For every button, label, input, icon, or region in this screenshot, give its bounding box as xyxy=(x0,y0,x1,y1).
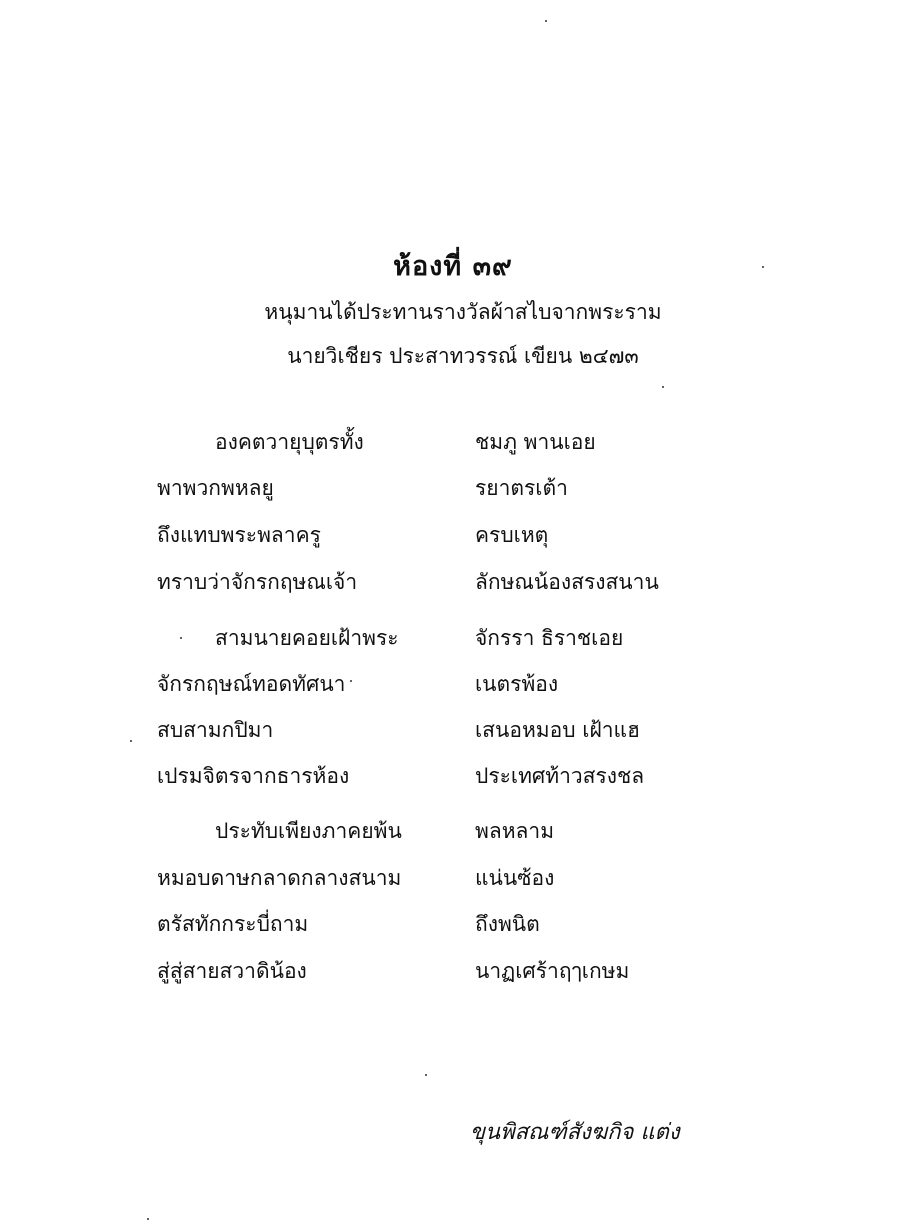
verse-line-left: สบสามกปิมา xyxy=(157,718,274,742)
verse-line-right: จักรรา ธิราชเอย xyxy=(475,626,624,650)
page-subtitle: หนุมานได้ประทานรางวัลผ้าสไบจากพระราม xyxy=(264,300,662,324)
verse-line-left: ถึงแทบพระพลาครู xyxy=(157,523,321,547)
verse-line-left: องคตวายุบุตรทั้ง xyxy=(215,430,364,454)
verse-line-right: เสนอหมอบ เฝ้าแฮ xyxy=(475,718,640,742)
verse-line-left: สามนายคอยเฝ้าพระ xyxy=(215,626,399,650)
scan-speck xyxy=(130,740,132,742)
verse-line-right: พลหลาม xyxy=(475,819,555,843)
verse-line-right: ชมภู พานเอย xyxy=(475,430,596,454)
scan-speck xyxy=(545,20,547,22)
scan-speck xyxy=(180,637,182,639)
verse-line-right: นาฏเศร้าฤๅเกษม xyxy=(475,959,630,983)
verse-line-right: เนตรพ้อง xyxy=(475,672,559,696)
verse-line-right: แน่นซ้อง xyxy=(475,866,555,890)
author-credit: นายวิเชียร ประสาทวรรณ์ เขียน ๒๔๗๓ xyxy=(287,344,639,368)
scan-speck xyxy=(425,1074,427,1076)
verse-line-left: ตรัสทักกระบี่ถาม xyxy=(157,912,309,936)
scan-speck xyxy=(350,680,352,682)
verse-line-left: จักรกฤษณ์ทอดทัศนา xyxy=(157,672,346,696)
verse-line-left: พาพวกพหลยู xyxy=(157,476,274,500)
verse-line-left: สู่สู่สายสวาดิน้อง xyxy=(157,959,307,983)
verse-line-left: ทราบว่าจักรกฤษณเจ้า xyxy=(157,570,358,594)
verse-line-right: ลักษณน้องสรงสนาน xyxy=(475,570,659,594)
scan-speck xyxy=(147,1218,149,1220)
verse-line-left: เปรมจิตรจากธารห้อง xyxy=(157,764,350,788)
scan-speck xyxy=(662,386,664,388)
author-signature: ขุนพิสณฑ์สังฆกิจ แต่ง xyxy=(470,1120,680,1145)
verse-line-right: ถึงพนิต xyxy=(475,912,540,936)
verse-line-right: ครบเหตุ xyxy=(475,523,549,547)
page-title: ห้องที่ ๓๙ xyxy=(393,251,513,282)
verse-line-left: ประทับเพียงภาคยพ้น xyxy=(215,819,402,843)
verse-line-right: รยาตรเต้า xyxy=(475,476,568,500)
verse-line-right: ประเทศท้าวสรงชล xyxy=(475,764,645,788)
scan-speck xyxy=(762,266,764,268)
verse-line-left: หมอบดาษกลาดกลางสนาม xyxy=(157,866,402,890)
